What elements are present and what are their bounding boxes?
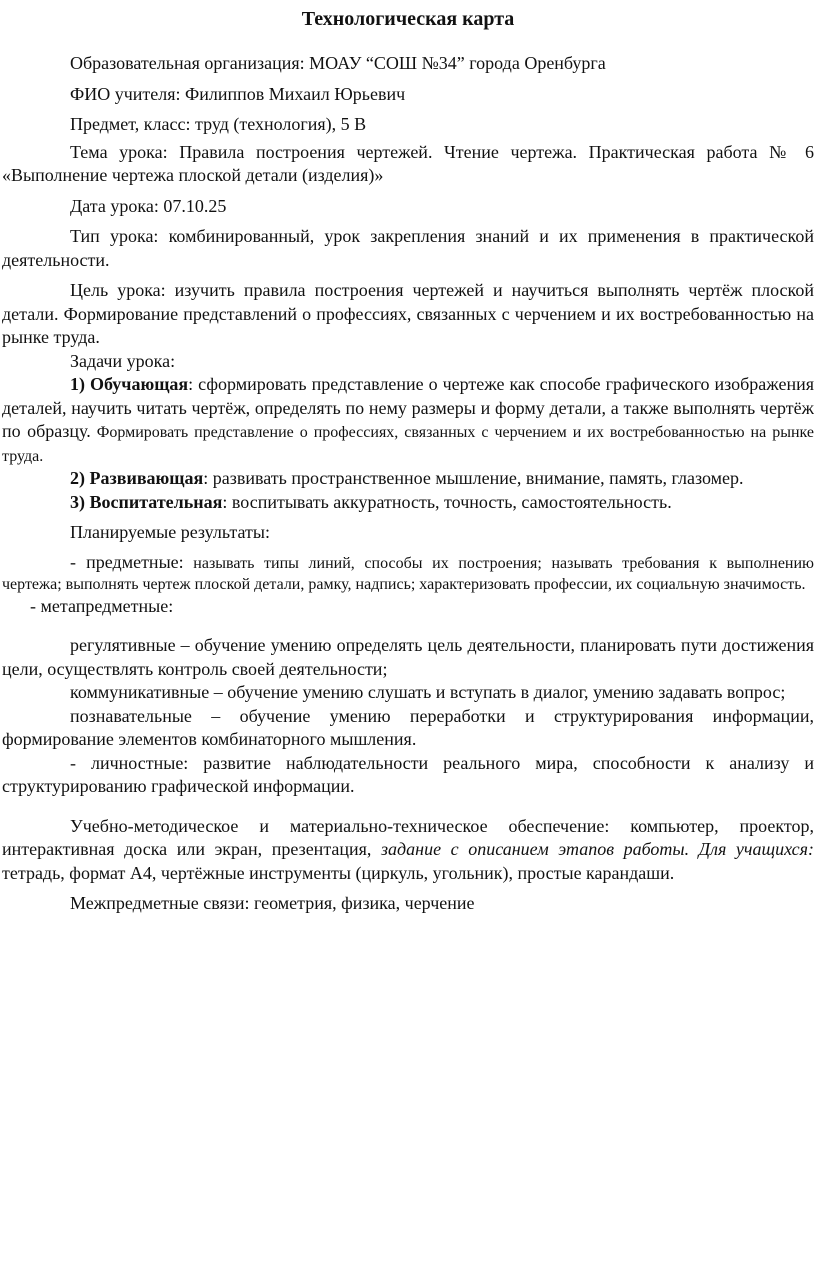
equipment-tail: тетрадь, формат А4, чертёжные инструменты (циркуль, угольник), простые карандаши. <box>2 862 675 883</box>
results-heading: Планируемые результаты: <box>70 522 270 542</box>
task-developing <box>2 467 814 491</box>
interdisciplinary-line: Межпредметные связи: геометрия, физика, черчение <box>70 893 475 913</box>
teacher-line: ФИО учителя: Филиппов Михаил Юрьевич <box>70 83 406 104</box>
equipment-italic: задание с описанием этапов работы. Для учащихся: <box>381 839 814 859</box>
tasks-heading: Задачи урока: <box>70 350 176 371</box>
meta-results-label: - метапредметные: <box>30 595 174 616</box>
subject-line: Предмет, класс: труд (технология), 5 В <box>70 114 367 134</box>
equipment-text: компьютер, проектор, интерактивная доска или экран, презентация, <box>2 815 814 859</box>
task-upbringing-text: : воспитывать аккуратность, точность, самостоятельность. <box>222 491 672 512</box>
personal-results: - личностные: развитие наблюдательности реального мира, способности к анализу и структурированию графической информации. <box>2 752 814 796</box>
task-upbringing-label: 3) Воспитательная <box>70 491 223 512</box>
cognitive-results: познавательные – обучение умению переработки и структурирования информации, формирование элементов комбинаторного мышления. <box>2 705 814 749</box>
equipment-line <box>2 815 814 886</box>
regulative-results: регулятивные – обучение умению определять цель деятельности, планировать пути достижения цели, осуществлять контроль своей деятельности; <box>2 635 814 679</box>
task-educational <box>2 373 814 467</box>
topic-line: Тема урока: Правила построения чертежей. Чтение чертежа. Практическая работа № 6 «Выполнение чертежа плоской детали (изделия)» <box>2 141 814 185</box>
equipment-lead: Учебно-методическое и материально-техническое обеспечение: <box>70 815 610 836</box>
subject-results-label: - предметные: <box>70 551 184 572</box>
task-educational-text: : сформировать представление о чертеже как способе графического изображения деталей, научить читать чертёж, определять по нему размеры и форму детали, а также выполнять чертёж по образцу. <box>2 374 814 441</box>
lesson-type-line: Тип урока: комбинированный, урок закрепления знаний и их применения в практической деятельности. <box>2 226 814 270</box>
task-educational-text-small: Формировать представление о профессиях, связанных с черчением и их востребованностью на рынке труда. <box>2 424 814 465</box>
task-developing-label: 2) Развивающая <box>70 468 204 488</box>
document-title: Технологическая карта <box>301 8 515 30</box>
task-educational-label: 1) Обучающая <box>70 374 189 394</box>
task-upbringing <box>2 491 814 515</box>
task-developing-text: : развивать пространственное мышление, внимание, память, глазомер. <box>203 468 744 488</box>
subject-results <box>2 552 814 595</box>
date-line: Дата урока: 07.10.25 <box>70 195 227 216</box>
lesson-goal-line: Цель урока: изучить правила построения чертежей и научиться выполнять чертёж плоской детали. Формирование представлений о профессиях, связанных с черчением и их востребованностью на рынке труда. <box>2 280 814 347</box>
organization-line: Образовательная организация: МОАУ “СОШ №34” города Оренбурга <box>70 53 606 73</box>
communicative-results: коммуникативные – обучение умению слушать и вступать в диалог, умению задавать вопрос; <box>70 682 786 702</box>
subject-results-text: называть типы линий, способы их построения; называть требования к выполнению чертежа; выполнять чертеж плоской детали, рамку, надпись; характеризовать профессии, их социальную значимость. <box>2 554 814 593</box>
